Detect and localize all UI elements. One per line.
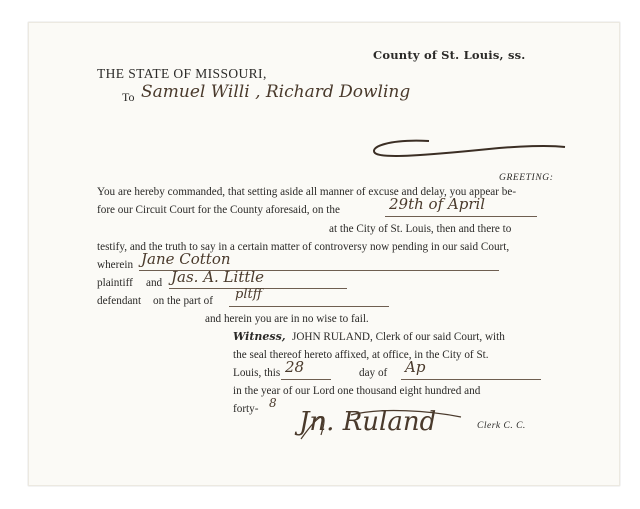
date-underline <box>385 216 537 217</box>
witness-line-3: Louis, this <box>233 367 281 379</box>
witness-line-2: the seal thereof hereto affixed, at office, in the City of St. <box>233 349 489 361</box>
month-underline <box>401 379 541 380</box>
witness-line-4: in the year of our Lord one thousand eight hundred and <box>233 385 481 397</box>
summons-document <box>28 22 620 486</box>
and-label: and <box>146 277 163 289</box>
defendant-handwritten: Jas. A. Little <box>171 268 265 286</box>
defendant-label: defendant <box>97 295 142 307</box>
body-line-4: testify, and the truth to say in a certain matter of controversy now pending in our said Court, <box>97 241 510 253</box>
body-line-3: at the City of St. Louis, then and there to <box>329 223 512 235</box>
day-underline <box>281 379 331 380</box>
month-handwritten: Ap <box>405 358 426 376</box>
county-heading: County of St. Louis, ss. <box>373 48 526 62</box>
part-handwritten: pltff <box>235 287 262 302</box>
flourish-stroke <box>369 133 569 163</box>
wherein-label: wherein <box>97 259 134 271</box>
fail-line: and herein you are in no wise to fail. <box>205 313 369 325</box>
date-handwritten: 29th of April <box>389 195 486 213</box>
day-of-label: day of <box>359 367 388 379</box>
clerk-signature: Jn. Ruland <box>299 407 437 437</box>
forty-label: forty- <box>233 403 259 415</box>
on-the-part-of-label: on the part of <box>153 295 213 307</box>
plaintiff-handwritten: Jane Cotton <box>141 250 231 268</box>
day-handwritten: 28 <box>285 358 305 376</box>
witness-label: Witness, <box>233 330 286 343</box>
state-heading: THE STATE OF MISSOURI, <box>97 66 267 81</box>
plaintiff-label: plaintiff <box>97 277 133 289</box>
to-prefix: To <box>122 90 135 104</box>
body-line-2: fore our Circuit Court for the County aforesaid, on the <box>97 204 340 216</box>
addressee-handwritten: Samuel Willi , Richard Dowling <box>141 82 411 102</box>
body-line-1: You are hereby commanded, that setting aside all manner of excuse and delay, you appear be- <box>97 186 517 198</box>
part-underline <box>229 306 389 307</box>
greeting-label: GREETING: <box>499 173 554 183</box>
clerk-title: Clerk C. C. <box>477 421 526 431</box>
witness-line-1: JOHN RULAND, Clerk of our said Court, with <box>292 331 505 343</box>
signature-flourish <box>291 405 471 445</box>
year-handwritten: 8 <box>269 396 277 410</box>
